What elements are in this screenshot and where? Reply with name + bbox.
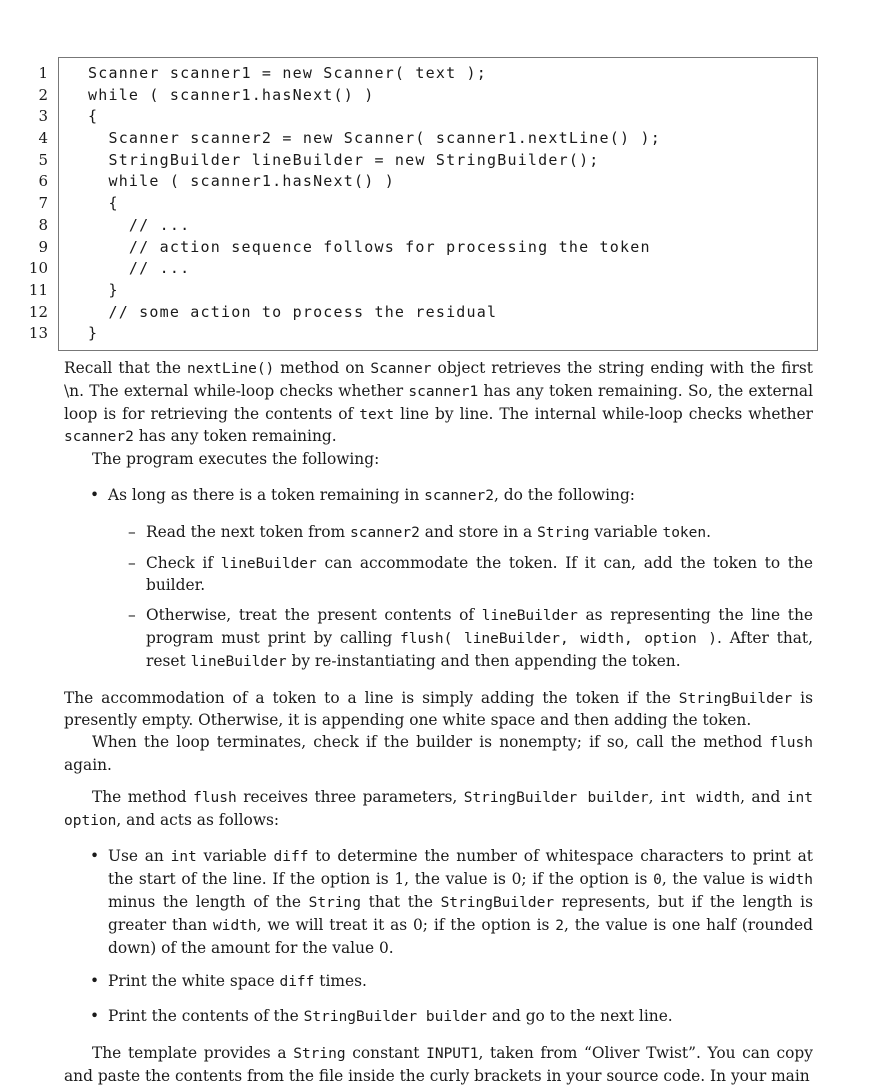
code-line: // some action to process the residual bbox=[88, 302, 498, 321]
text-run: and go to the next line. bbox=[486, 1007, 673, 1026]
body-text bbox=[64, 358, 813, 1088]
text-run: Check if bbox=[146, 553, 221, 572]
inline-code: String bbox=[308, 894, 362, 911]
paragraph-recall bbox=[64, 358, 813, 449]
inline-code: flush bbox=[193, 789, 237, 806]
inline-code: Scanner bbox=[370, 361, 432, 377]
sub-bullet-list bbox=[108, 522, 813, 674]
code-line: StringBuilder lineBuilder = new StringBuilder(); bbox=[88, 150, 600, 169]
list-item bbox=[64, 846, 813, 959]
inline-code: 0 bbox=[653, 872, 662, 889]
inline-code: diff bbox=[279, 974, 315, 991]
inline-code: text bbox=[359, 406, 395, 423]
inline-code: token bbox=[662, 524, 707, 541]
line-number: 10 bbox=[28, 259, 48, 278]
line-number: 2 bbox=[38, 85, 48, 104]
inline-code: diff bbox=[273, 849, 309, 866]
text-run: , and bbox=[740, 787, 787, 806]
text-run: . bbox=[706, 522, 712, 541]
line-number: 11 bbox=[28, 280, 48, 299]
text-run: The accommodation of a token to a line is simply adding the token if the bbox=[64, 688, 679, 707]
text-run: Print the white space bbox=[108, 972, 280, 991]
inline-code: scanner2 bbox=[424, 487, 494, 504]
inline-code: String bbox=[537, 524, 590, 541]
code-line: Scanner scanner1 = new Scanner( text ); bbox=[88, 64, 487, 82]
inline-code: lineBuilder bbox=[220, 555, 317, 572]
text-run: Print the contents of the bbox=[108, 1007, 304, 1026]
inline-code: flush bbox=[769, 735, 813, 752]
sub-list-item bbox=[108, 605, 813, 673]
code-line: { bbox=[88, 107, 99, 126]
inline-code: String bbox=[293, 1045, 346, 1062]
code-line: } bbox=[88, 324, 99, 343]
text-run: Recall that the bbox=[64, 359, 187, 377]
code-line: while ( scanner1.hasNext() ) bbox=[88, 172, 395, 191]
line-number: 9 bbox=[38, 237, 48, 256]
code-line: } bbox=[88, 280, 119, 299]
inline-code: width bbox=[213, 917, 257, 934]
line-number: 3 bbox=[38, 107, 48, 126]
line-number: 7 bbox=[38, 194, 48, 213]
paragraph-flush-method bbox=[64, 787, 813, 833]
text-run: by re-instantiating and then appending the token. bbox=[286, 651, 681, 670]
text-run: variable bbox=[196, 847, 274, 866]
line-number: 8 bbox=[38, 215, 48, 234]
line-number: 4 bbox=[38, 129, 48, 148]
inline-code: StringBuilder builder bbox=[303, 1009, 487, 1026]
code-line: Scanner scanner2 = new Scanner( scanner1.nextLine() ); bbox=[88, 129, 661, 148]
text-run: , and acts as follows: bbox=[116, 810, 280, 829]
inline-code: INPUT1 bbox=[426, 1045, 479, 1062]
text-run: receives three parameters, bbox=[236, 787, 464, 806]
text-run: , do the following: bbox=[493, 485, 635, 504]
line-number: 6 bbox=[38, 172, 48, 191]
text-run: minus the length of the bbox=[108, 892, 309, 911]
inline-code: width bbox=[769, 872, 813, 889]
line-numbers bbox=[26, 63, 48, 345]
text-run: has any token remaining. So, the external loop is for retrieving the contents of bbox=[64, 381, 813, 423]
inline-code: scanner2 bbox=[64, 429, 134, 446]
inline-code: int bbox=[170, 849, 197, 866]
text-run: has any token remaining. bbox=[133, 427, 337, 446]
paragraph-executes: The program executes the following: bbox=[92, 450, 380, 469]
text-run: Otherwise, treat the present contents of bbox=[146, 606, 482, 625]
text-run: , the value is bbox=[661, 870, 770, 889]
text-run: as representing the line the program must print by calling bbox=[146, 606, 813, 647]
inline-code: 2 bbox=[555, 917, 564, 934]
text-run: to determine the number of whitespace characters to print at the start of the line. If the option is 1, the value is 0; if the option is bbox=[108, 847, 813, 889]
line-number: 1 bbox=[38, 64, 48, 82]
inline-code: StringBuilder bbox=[678, 690, 793, 707]
code-line: // ... bbox=[88, 215, 191, 234]
sub-list-item bbox=[108, 553, 813, 598]
text-run: variable bbox=[589, 522, 663, 541]
text-run: Use an bbox=[108, 847, 171, 866]
code-line: // action sequence follows for processing the token bbox=[88, 237, 651, 256]
paragraph-loop-terminates bbox=[64, 732, 813, 777]
text-run: , bbox=[648, 787, 660, 806]
inline-code: scanner2 bbox=[350, 524, 420, 541]
list-item bbox=[64, 1006, 813, 1029]
inline-code: StringBuilder bbox=[440, 894, 555, 911]
text-run: represents, but if the length is greater than bbox=[108, 892, 813, 934]
text-run: line by line. The internal while-loop checks whether bbox=[394, 404, 813, 423]
code-line: { bbox=[88, 194, 119, 213]
text-run: times. bbox=[314, 972, 367, 991]
text-run: , we will treat it as 0; if the option is bbox=[256, 915, 556, 934]
text-run: , the value is one half (rounded down) of the amount for the value 0. bbox=[108, 915, 813, 957]
text-run: method on bbox=[274, 359, 371, 377]
inline-code: nextLine() bbox=[186, 361, 275, 377]
text-run: can accommodate the token. If it can, add the token to the builder. bbox=[146, 553, 813, 595]
inline-code: lineBuilder bbox=[481, 608, 578, 625]
text-run: constant bbox=[345, 1043, 427, 1062]
paragraph-template bbox=[64, 1043, 813, 1088]
line-number: 5 bbox=[38, 150, 48, 169]
code-line: while ( scanner1.hasNext() ) bbox=[88, 85, 375, 104]
text-run: is presently empty. Otherwise, it is appending one white space and then adding the token. bbox=[64, 688, 813, 730]
line-number: 12 bbox=[28, 302, 48, 321]
spacer bbox=[64, 777, 813, 787]
text-run: and store in a bbox=[419, 522, 538, 541]
text-run: . After that, reset bbox=[146, 628, 813, 670]
inline-code: StringBuilder builder bbox=[463, 789, 649, 806]
text-run: When the loop terminates, check if the builder is nonempty; if so, call the method bbox=[92, 733, 770, 752]
inline-code: int option bbox=[64, 789, 813, 829]
text-run: The template provides a bbox=[92, 1043, 294, 1062]
line-number: 13 bbox=[28, 324, 48, 343]
inline-code: lineBuilder bbox=[190, 653, 287, 670]
sub-list-item bbox=[108, 522, 813, 545]
text-run: that the bbox=[361, 892, 441, 911]
list-item bbox=[64, 485, 813, 674]
bullet-list bbox=[64, 485, 813, 674]
text-run: object retrieves the string ending with the first \n. The external while-loop checks whether bbox=[64, 359, 813, 400]
list-item bbox=[64, 971, 813, 994]
inline-code: scanner1 bbox=[408, 383, 479, 400]
text-run: again. bbox=[64, 755, 112, 774]
inline-code: int width bbox=[659, 789, 741, 806]
code-line: // ... bbox=[88, 259, 191, 278]
bullet-list bbox=[64, 846, 813, 1029]
paragraph-accommodation bbox=[64, 688, 813, 733]
code-lines bbox=[88, 63, 661, 345]
text-run: The method bbox=[92, 787, 194, 806]
inline-code: flush( lineBuilder, width, option ) bbox=[399, 630, 718, 647]
text-run: , taken from “Oliver Twist”. You can copy and paste the contents from the file inside the curly brackets in your source code. In your main bbox=[64, 1043, 813, 1085]
text-run: As long as there is a token remaining in bbox=[108, 485, 425, 504]
text-run: Read the next token from bbox=[146, 522, 350, 541]
